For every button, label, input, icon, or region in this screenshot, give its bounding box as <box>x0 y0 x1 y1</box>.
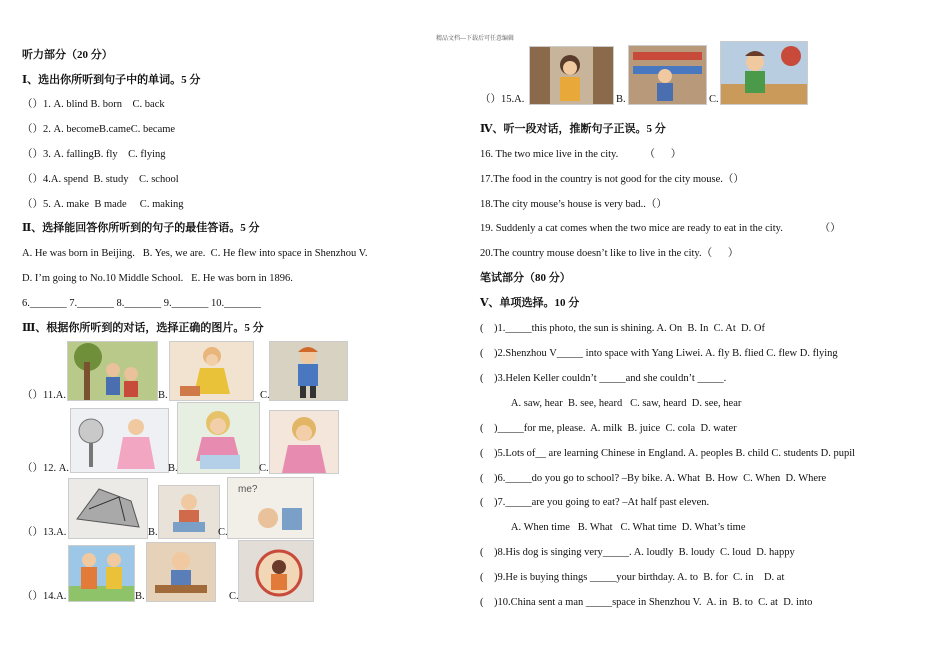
sec5-item: ( )1._____this photo, the sun is shining. A. On B. In C. At D. Of <box>480 323 765 334</box>
girl-in-circle-picture <box>238 540 314 602</box>
svg-text:me?: me? <box>238 484 258 495</box>
sec2-options-line1: A. He was born in Beijing. B. Yes, we are. C. He flew into space in Shenzhou V. <box>22 248 368 259</box>
written-title: 笔试部分（80 分） <box>480 272 571 284</box>
q12-label-c: C. <box>259 463 269 474</box>
section4-title: Ⅳ、听一段对话，推断句子正误。5 分 <box>480 123 666 135</box>
girl-in-library-picture <box>529 46 614 105</box>
boy-outdoor-picture <box>720 41 808 105</box>
sec5-item-options: A. saw, hear B. see, heard C. saw, heard D. see, hear <box>480 398 742 409</box>
girl-picture <box>169 341 254 401</box>
q15-label-b: B. <box>616 94 626 105</box>
sec5-item: ( )6._____do you go to school? –By bike. A. What B. How C. When D. Where <box>480 473 827 484</box>
sec1-item: （）4.A. spend B. study C. school <box>22 174 179 185</box>
listening-title: 听力部分（20 分） <box>22 49 113 61</box>
q14-label-c: C. <box>229 591 239 602</box>
girl-writing-picture <box>177 402 260 474</box>
header-note: 精品文档---下载后可任意编辑 <box>436 36 514 42</box>
two-girls-picture <box>68 545 135 602</box>
section1-title: Ⅰ、选出你所听到句子中的单词。5 分 <box>22 74 201 86</box>
q15-label-a: （）15.A. <box>480 94 525 105</box>
sec5-item: ( )7._____are you going to eat? –At half past eleven. <box>480 497 710 508</box>
section2-title: Ⅱ、选择能回答你所听到的句子的最佳答语。5 分 <box>22 222 260 234</box>
sec5-item: ( )9.He is buying things _____your birthday. A. to B. for C. in D. at <box>480 572 785 583</box>
boy-at-shelf-picture <box>628 45 707 105</box>
boy-at-table-picture <box>146 542 216 602</box>
q13-label-a: （）13.A. <box>22 527 67 538</box>
section5-title: Ⅴ、单项选择。10 分 <box>480 297 580 309</box>
sec5-item: ( )8.His dog is singing very_____. A. loudly B. loudy C. loud D. happy <box>480 547 795 558</box>
sign-picture <box>227 477 314 539</box>
q14-label-a: （）14.A. <box>22 591 67 602</box>
sec4-item: 20.The country mouse doesn’t like to live in the city.（ ） <box>480 248 739 259</box>
sec2-answer-blanks: 6._______ 7._______ 8._______ 9._______ 10._______ <box>22 298 261 309</box>
sec4-item: 16. The two mice live in the city. （ ） <box>480 149 682 160</box>
sec1-item: （）1. A. blind B. born C. back <box>22 99 165 110</box>
sec4-item: 17.The food in the country is not good for the city mouse.（） <box>480 174 744 185</box>
girl-portrait-picture <box>269 410 339 474</box>
q11-label-a: （）11.A. <box>22 390 66 401</box>
sec5-item: ( )2.Shenzhou V_____ into space with Yang Liwei. A. fly B. flied C. flew D. flying <box>480 348 838 359</box>
sec1-item: （）2. A. becomeB.cameC. became <box>22 124 176 135</box>
section3-title: Ⅲ、根据你所听到的对话，选择正确的图片。5 分 <box>22 322 264 334</box>
sec5-item: ( )_____for me, please. A. milk B. juice C. cola D. water <box>480 423 737 434</box>
q11-label-c: C. <box>260 390 270 401</box>
broken-object-picture <box>68 478 148 539</box>
q12-label-b: B. <box>168 463 178 474</box>
girl-with-fan-picture <box>70 408 169 473</box>
q12-label-a: （）12. A. <box>22 463 69 474</box>
q14-label-b: B. <box>135 591 145 602</box>
sec1-item: （）5. A. make B made C. making <box>22 199 184 210</box>
q13-label-b: B. <box>148 527 158 538</box>
sec5-item: ( )10.China sent a man _____space in Shenzhou V. A. in B. to C. at D. into <box>480 597 813 608</box>
boy-picture <box>269 341 348 401</box>
sec4-item: 18.The city mouse’s house is very bad..（） <box>480 199 667 210</box>
q11-label-b: B. <box>158 390 168 401</box>
sec1-item: （）3. A. fallingB. fly C. flying <box>22 149 166 160</box>
q13-label-c: C. <box>218 527 228 538</box>
boy-reading-picture <box>158 485 220 539</box>
sec5-item-options: A. When time B. What C. What time D. What’s time <box>480 522 746 533</box>
sec2-options-line2: D. I’m going to No.10 Middle School. E. He was born in 1896. <box>22 273 293 284</box>
sec5-item: ( )5.Lots of__ are learning Chinese in England. A. peoples B. child C. students D. pupil <box>480 448 856 459</box>
q15-label-c: C. <box>709 94 719 105</box>
sec4-item: 19. Suddenly a cat comes when the two mice are ready to eat in the city. （） <box>480 223 841 234</box>
sec5-item: ( )3.Helen Keller couldn’t _____and she couldn’t _____. <box>480 373 727 384</box>
boys-outdoor-picture <box>67 341 158 401</box>
